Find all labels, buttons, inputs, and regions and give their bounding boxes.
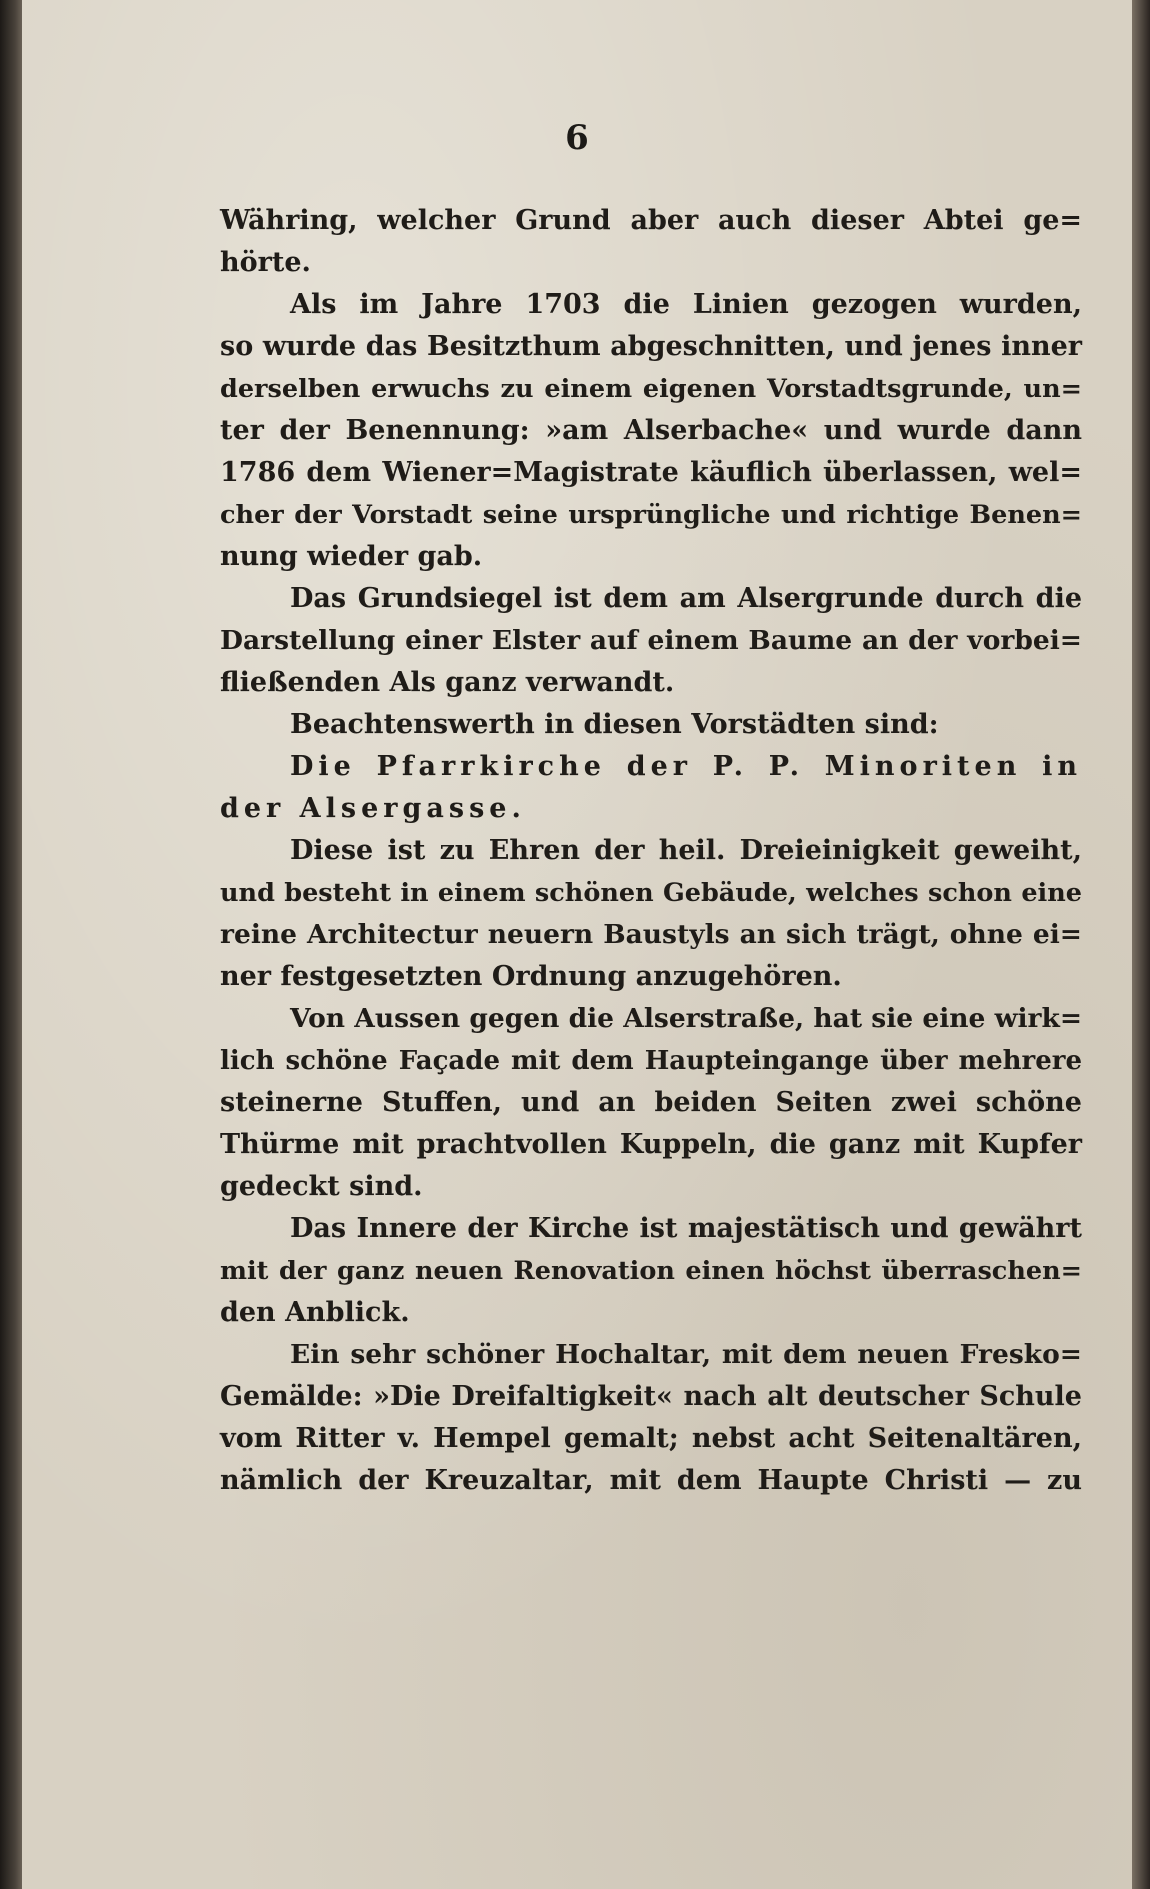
text-line: cher der Vorstadt seine ursprüngliche und richtige Benen=: [220, 500, 1082, 530]
page-right-edge: [1132, 0, 1150, 1889]
text-line: reine Architectur neuern Baustyls an sich trägt, ohne ei=: [220, 919, 1082, 950]
text-line: vom Ritter v. Hempel gemalt; nebst acht Seitenaltären,: [220, 1423, 1082, 1454]
text-line: Beachtenswerth in diesen Vorstädten sind:: [290, 709, 939, 740]
text-line: Als im Jahre 1703 die Linien gezogen wurden,: [290, 289, 1082, 320]
text-line: nung wieder gab.: [220, 541, 483, 572]
text-line: der Alsergasse.: [220, 793, 526, 824]
text-line: so wurde das Besitzthum abgeschnitten, und jenes inner: [220, 331, 1082, 362]
text-line: Diese ist zu Ehren der heil. Dreieinigkeit geweiht,: [290, 835, 1082, 866]
text-line: gedeckt sind.: [220, 1171, 423, 1202]
text-line: lich schöne Façade mit dem Haupteingange über mehrere: [220, 1046, 1082, 1076]
text-line: Ein sehr schöner Hochaltar, mit dem neuen Fresko=: [290, 1339, 1082, 1370]
text-line: Gemälde: »Die Dreifaltigkeit« nach alt deutscher Schule: [220, 1381, 1082, 1412]
text-line: steinerne Stuffen, und an beiden Seiten zwei schöne: [220, 1087, 1082, 1118]
body-text: [220, 200, 1082, 1502]
text-line: den Anblick.: [220, 1297, 410, 1328]
text-line: Die Pfarrkirche der P. P. Minoriten in: [290, 751, 1082, 782]
text-line: Das Innere der Kirche ist majestätisch und gewährt: [290, 1213, 1082, 1244]
book-binding-edge: [0, 0, 22, 1889]
text-line: Thürme mit prachtvollen Kuppeln, die ganz mit Kupfer: [220, 1129, 1082, 1160]
text-line: Darstellung einer Elster auf einem Baume an der vorbei=: [220, 625, 1082, 656]
text-line: ter der Benennung: »am Alserbache« und wurde dann: [220, 415, 1082, 446]
text-line: mit der ganz neuen Renovation einen höchst überraschen=: [220, 1256, 1082, 1286]
text-line: Das Grundsiegel ist dem am Alsergrunde durch die: [290, 583, 1082, 614]
text-line: 1786 dem Wiener=Magistrate käuflich überlassen, wel=: [220, 457, 1082, 488]
page-number: 6: [565, 118, 589, 158]
text-line: derselben erwuchs zu einem eigenen Vorstadtsgrunde, un=: [220, 374, 1082, 404]
text-line: hörte.: [220, 247, 311, 278]
text-line: Währing, welcher Grund aber auch dieser Abtei ge=: [220, 205, 1082, 236]
text-line: fließenden Als ganz verwandt.: [220, 667, 675, 698]
book-page: [22, 0, 1132, 1889]
text-line: nämlich der Kreuzaltar, mit dem Haupte Christi — zu: [220, 1465, 1082, 1496]
text-line: ner festgesetzten Ordnung anzugehören.: [220, 961, 842, 992]
text-line: Von Aussen gegen die Alserstraße, hat sie eine wirk=: [290, 1003, 1083, 1034]
text-line: und besteht in einem schönen Gebäude, welches schon eine: [220, 878, 1082, 908]
